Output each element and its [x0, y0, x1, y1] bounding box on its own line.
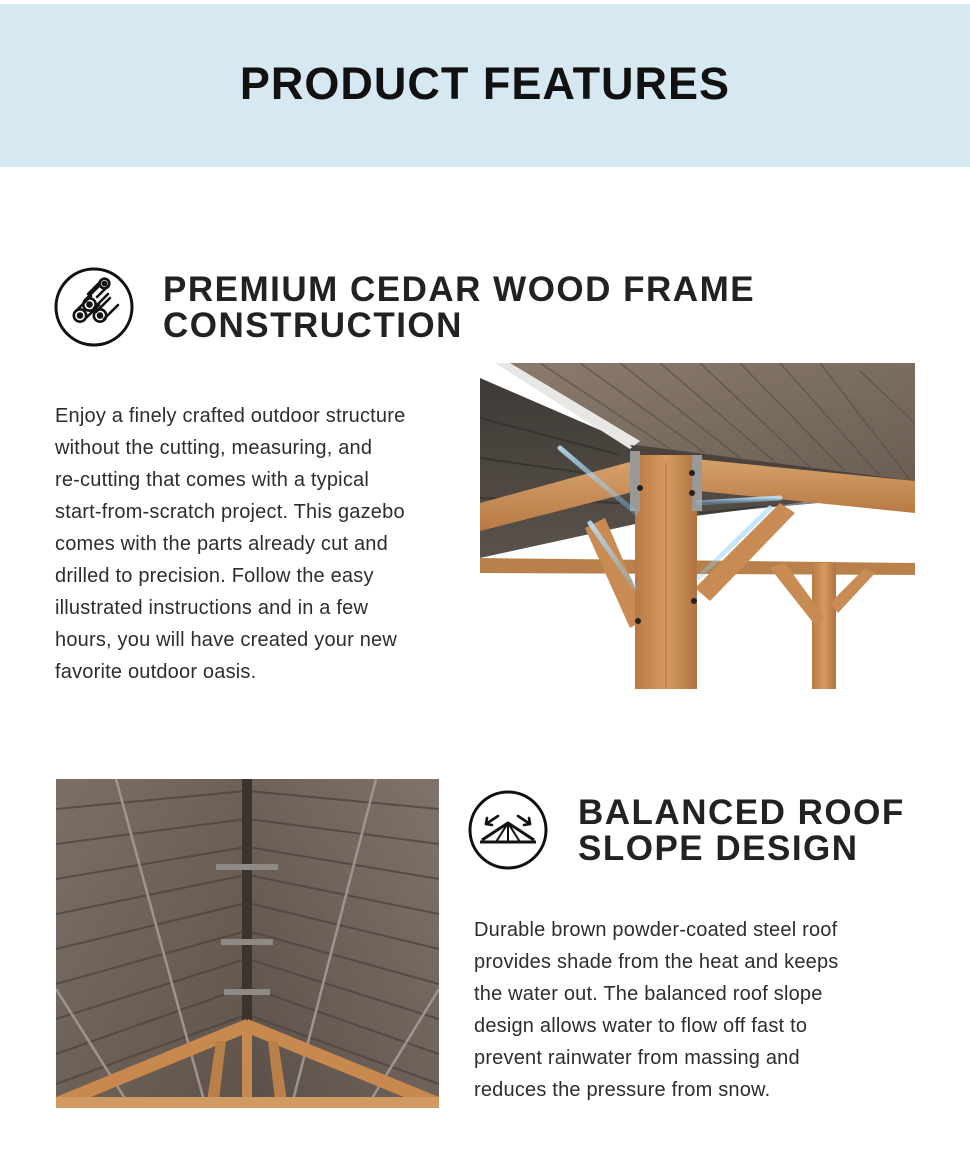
- feature-1-body-line: illustrated instructions and in a few: [55, 597, 369, 619]
- page-title: PRODUCT FEATURES: [239, 57, 731, 109]
- feature-1-title: [163, 272, 755, 344]
- feature-1-body-line: start-from-scratch project. This gazebo: [55, 501, 405, 523]
- feature-2-body-line: design allows water to flow off fast to: [474, 1015, 808, 1037]
- feature-2-body-line: Durable brown powder-coated steel roof: [474, 919, 838, 941]
- feature-2-title-line-1: BALANCED ROOF: [578, 793, 905, 832]
- feature-1-body-line: Enjoy a finely crafted outdoor structure: [55, 405, 406, 427]
- roof-slope-icon: [468, 790, 548, 870]
- gazebo-corner-frame-photo: [480, 363, 915, 689]
- feature-1-body-line: hours, you will have created your new: [55, 629, 398, 651]
- feature-1-body-line: re-cutting that comes with a typical: [55, 469, 369, 491]
- feature-1-body-line: favorite outdoor oasis.: [55, 661, 257, 683]
- header-banner: [0, 4, 970, 167]
- feature-1-body-line: drilled to precision. Follow the easy: [55, 565, 374, 587]
- gazebo-roof-interior-photo: [56, 779, 439, 1108]
- feature-2-title-line-2: SLOPE DESIGN: [578, 829, 859, 868]
- feature-1-body-line: comes with the parts already cut and: [55, 533, 388, 555]
- feature-2-body-line: reduces the pressure from snow.: [474, 1079, 771, 1101]
- feature-1-description: [55, 400, 405, 688]
- feature-2-body-line: provides shade from the heat and keeps: [474, 951, 839, 973]
- feature-2-title: [578, 795, 905, 867]
- feature-2-body-line: the water out. The balanced roof slope: [474, 983, 823, 1005]
- feature-1-title-line-1: PREMIUM CEDAR WOOD FRAME: [163, 270, 756, 309]
- feature-1-body-line: without the cutting, measuring, and: [55, 437, 373, 459]
- feature-2-description: [474, 914, 839, 1106]
- feature-2-body-line: prevent rainwater from massing and: [474, 1047, 800, 1069]
- feature-1-title-line-2: CONSTRUCTION: [163, 306, 463, 345]
- wood-logs-icon: [54, 267, 134, 347]
